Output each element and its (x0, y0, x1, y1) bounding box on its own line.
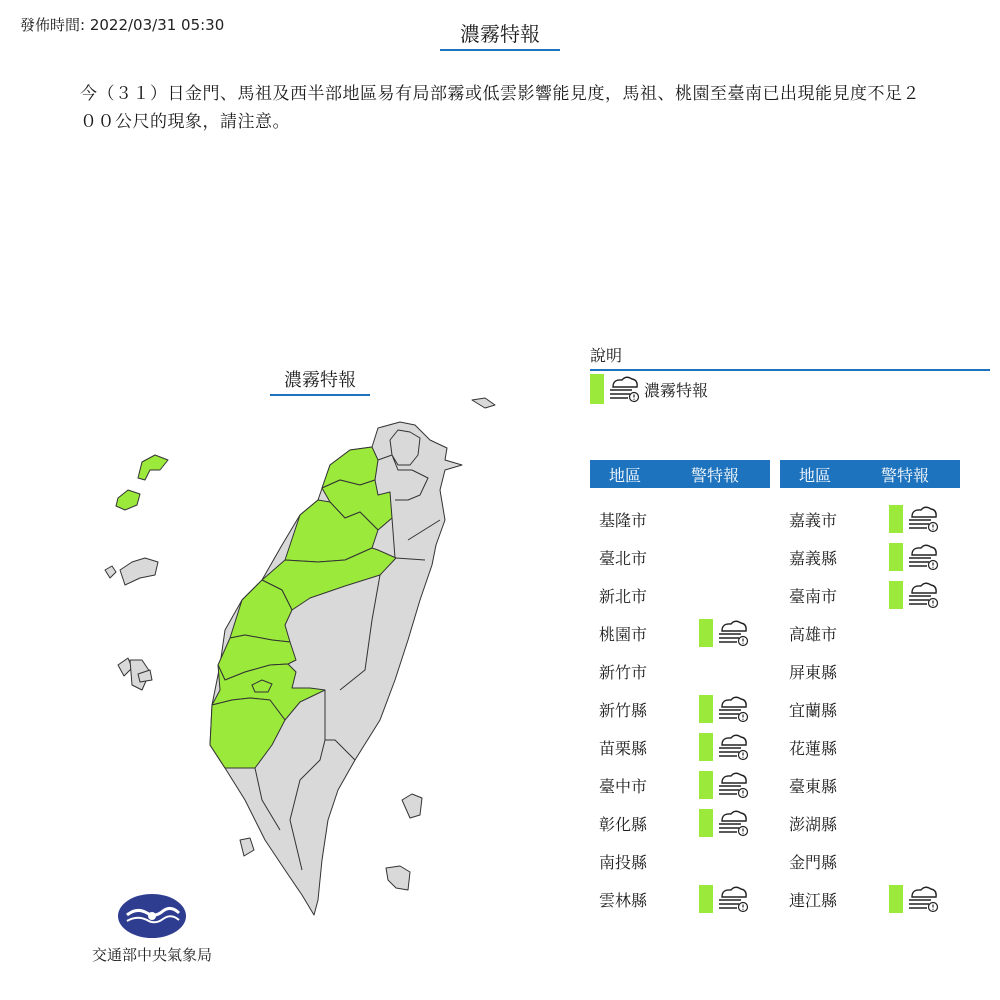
region-name: 雲林縣 (599, 890, 648, 910)
fog-icon (717, 771, 749, 799)
table-header (780, 460, 960, 488)
region-name: 澎湖縣 (789, 814, 838, 834)
region-name: 臺北市 (599, 548, 648, 568)
page-title: 濃霧特報 (440, 18, 560, 51)
table-row (590, 880, 770, 918)
warning-swatch (889, 505, 903, 533)
table-row (780, 880, 960, 918)
fog-icon (717, 619, 749, 647)
table-row (590, 500, 770, 538)
taiwan-map (90, 390, 510, 920)
table-row (780, 576, 960, 614)
column-header-warning: 警特報 (690, 465, 739, 485)
region-name: 屏東縣 (789, 662, 838, 682)
region-name: 南投縣 (599, 852, 648, 872)
warning-swatch (699, 695, 713, 723)
table-header (590, 460, 770, 488)
warning-description: 今（３１）日金門、馬祖及西半部地區易有局部霧或低雲影響能見度，馬祖、桃園至臺南已出現能見度不足２００公尺的現象，請注意。 (80, 84, 920, 132)
warning-swatch (699, 733, 713, 761)
region-name: 花蓮縣 (789, 738, 838, 758)
region-name: 宜蘭縣 (789, 700, 838, 720)
island-orchid (386, 866, 410, 890)
warning-swatch (699, 619, 713, 647)
region-name: 嘉義市 (789, 510, 838, 530)
warning-indicator (889, 543, 939, 571)
table-row (590, 728, 770, 766)
warning-swatch (699, 771, 713, 799)
table-row (780, 842, 960, 880)
region-name: 彰化縣 (599, 814, 648, 834)
map-title: 濃霧特報 (270, 366, 370, 396)
warning-indicator (699, 771, 749, 799)
island-kinmen-small (105, 566, 116, 578)
table-row (590, 804, 770, 842)
table-row (780, 690, 960, 728)
warning-indicator (889, 505, 939, 533)
region-name: 臺南市 (789, 586, 838, 606)
region-name: 新北市 (599, 586, 648, 606)
agency-name: 交通部中央氣象局 (91, 946, 212, 964)
cwb-logo (117, 893, 187, 939)
region-name: 基隆市 (599, 510, 648, 530)
region-name: 高雄市 (789, 624, 838, 644)
table-row (590, 614, 770, 652)
region-name: 嘉義縣 (789, 548, 838, 568)
table-row (780, 538, 960, 576)
warning-indicator (699, 695, 749, 723)
table-row (590, 690, 770, 728)
fog-icon (907, 581, 939, 609)
table-row (780, 652, 960, 690)
table-rows (590, 500, 770, 918)
warning-swatch (699, 809, 713, 837)
warning-indicator (699, 619, 749, 647)
warning-table-left (590, 460, 770, 918)
table-row (590, 538, 770, 576)
warning-swatch (889, 543, 903, 571)
island-kinmen (120, 558, 158, 585)
table-row (590, 842, 770, 880)
fog-icon (907, 505, 939, 533)
table-row (590, 652, 770, 690)
region-name: 連江縣 (789, 890, 838, 910)
fog-icon (717, 695, 749, 723)
region-name: 苗栗縣 (599, 738, 648, 758)
fog-icon (907, 885, 939, 913)
island-matsu-south (116, 490, 140, 510)
table-row (590, 766, 770, 804)
column-header-region: 地區 (798, 465, 831, 485)
island-green-island (402, 794, 422, 818)
legend-label: 濃霧特報 (644, 380, 709, 400)
legend-title: 說明 (590, 343, 990, 371)
region-name: 新竹市 (599, 662, 648, 682)
region-name: 桃園市 (599, 624, 648, 644)
fog-icon (717, 809, 749, 837)
column-header-region: 地區 (608, 465, 641, 485)
region-name: 臺東縣 (789, 776, 838, 796)
region-name: 新竹縣 (599, 700, 648, 720)
island-pengjia (472, 398, 495, 408)
fog-icon (717, 733, 749, 761)
region-name: 金門縣 (789, 852, 838, 872)
warning-swatch (699, 885, 713, 913)
fog-icon (717, 885, 749, 913)
column-header-warning: 警特報 (880, 465, 929, 485)
warning-swatch (889, 885, 903, 913)
warning-indicator (699, 885, 749, 913)
warning-indicator (889, 581, 939, 609)
legend-swatch (590, 374, 604, 404)
table-row (780, 614, 960, 652)
island-matsu-north (138, 455, 168, 480)
warning-indicator (889, 885, 939, 913)
table-row (780, 500, 960, 538)
warning-table-right (780, 460, 960, 918)
table-row (780, 804, 960, 842)
fog-icon (608, 375, 640, 403)
island-liuqiu (240, 838, 254, 856)
table-row (590, 576, 770, 614)
warning-indicator (699, 733, 749, 761)
legend-item-fog (590, 374, 708, 404)
warning-indicator (699, 809, 749, 837)
fog-icon (907, 543, 939, 571)
issue-time: 發佈時間: 2022/03/31 05:30 (20, 16, 225, 34)
table-row (780, 766, 960, 804)
table-rows (780, 500, 960, 918)
warning-swatch (889, 581, 903, 609)
region-name: 臺中市 (599, 776, 648, 796)
table-row (780, 728, 960, 766)
